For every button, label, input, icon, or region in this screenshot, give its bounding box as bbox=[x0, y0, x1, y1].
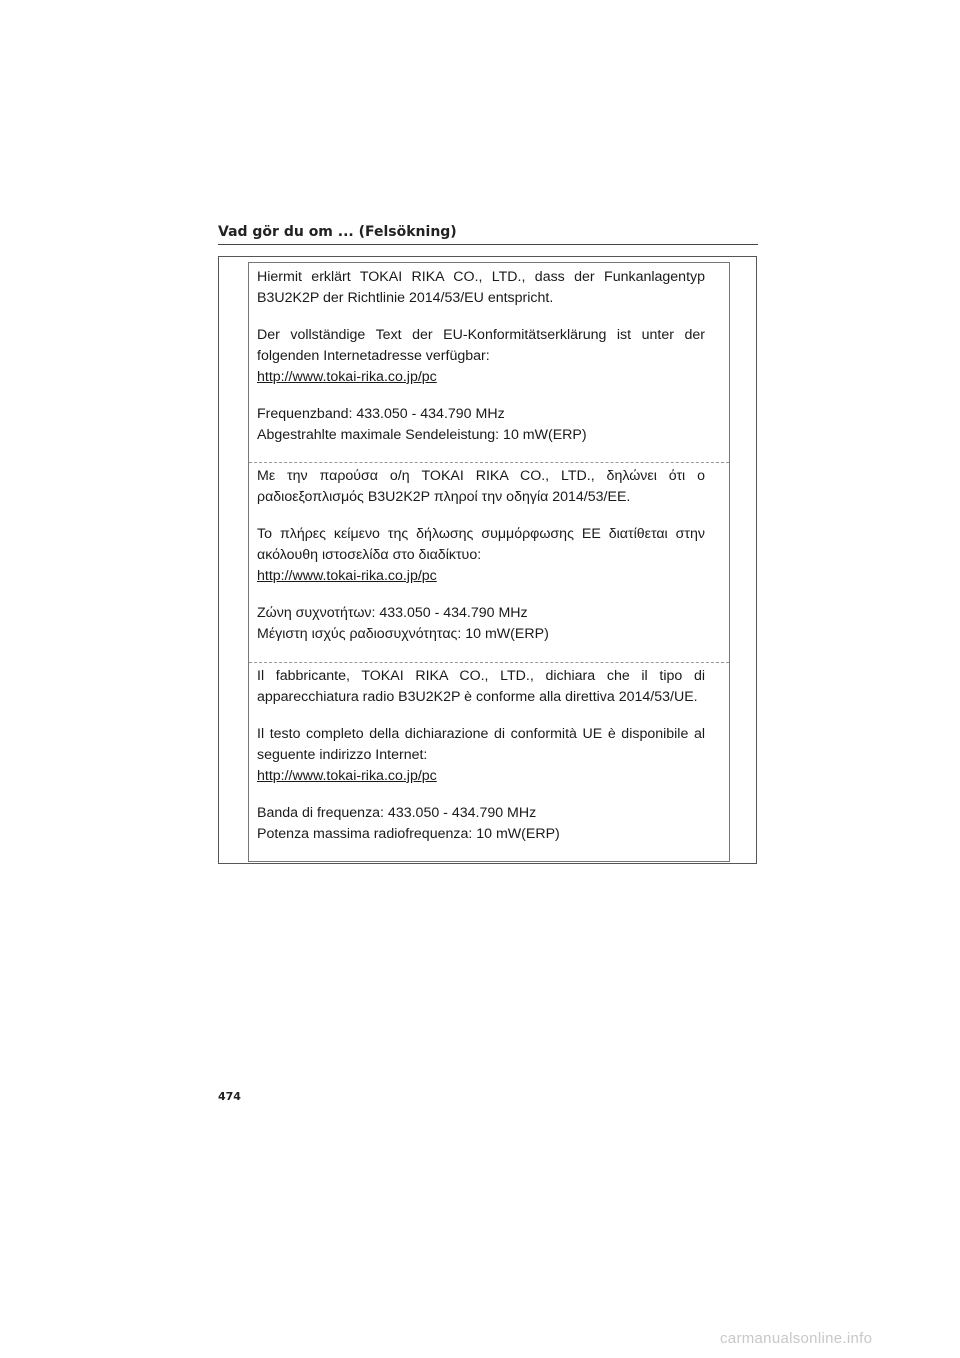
declaration-section-german bbox=[249, 263, 729, 462]
conformity-url-link[interactable]: http://www.tokai-rika.co.jp/pc bbox=[257, 568, 437, 584]
declaration-line: apparecchiatura radio B3U2K2P è conforme alla direttiva 2014/53/UE. bbox=[257, 689, 698, 705]
declaration-paragraph bbox=[257, 466, 705, 508]
declaration-line: Il fabbricante, TOKAI RIKA CO., LTD., dichiara che il tipo di bbox=[257, 668, 705, 684]
fulltext-paragraph bbox=[257, 524, 705, 587]
page-number: 474 bbox=[218, 1090, 241, 1103]
declaration-line: Με την παρούσα ο/η TOKAI RIKA CO., LTD., δηλώνει ότι ο bbox=[257, 468, 705, 484]
declaration-line: ραδιοεξοπλισμός B3U2K2P πληροί την οδηγία 2014/53/ΕΕ. bbox=[257, 489, 631, 505]
frequency-band: Banda di frequenza: 433.050 - 434.790 MHz bbox=[257, 805, 537, 821]
declaration-section-greek bbox=[249, 462, 729, 662]
declaration-section-italian bbox=[249, 662, 729, 861]
page-header-title: Vad gör du om ... (Felsökning) bbox=[218, 224, 457, 240]
specs-paragraph bbox=[257, 803, 705, 845]
conformity-url-link[interactable]: http://www.tokai-rika.co.jp/pc bbox=[257, 369, 437, 385]
watermark-text: carmanualsonline.info bbox=[720, 1330, 873, 1347]
max-power: Μέγιστη ισχύς ραδιοσυχνότητας: 10 mW(ERP) bbox=[257, 626, 549, 642]
fulltext-line: folgenden Internetadresse verfügbar: bbox=[257, 348, 490, 364]
max-power: Potenza massima radiofrequenza: 10 mW(ERP) bbox=[257, 826, 560, 842]
declaration-line: Hiermit erklärt TOKAI RIKA CO., LTD., dass der Funkanlagentyp bbox=[257, 269, 705, 285]
declaration-line: B3U2K2P der Richtlinie 2014/53/EU entspricht. bbox=[257, 290, 554, 306]
fulltext-line: Der vollständige Text der EU-Konformitätserklärung ist unter der bbox=[257, 327, 705, 343]
declaration-box bbox=[248, 262, 730, 862]
fulltext-line: seguente indirizzo Internet: bbox=[257, 747, 428, 763]
header-divider bbox=[218, 244, 758, 245]
max-power: Abgestrahlte maximale Sendeleistung: 10 mW(ERP) bbox=[257, 427, 587, 443]
declaration-paragraph bbox=[257, 666, 705, 708]
conformity-url-link[interactable]: http://www.tokai-rika.co.jp/pc bbox=[257, 768, 437, 784]
fulltext-line: ακόλουθη ιστοσελίδα στο διαδίκτυο: bbox=[257, 547, 482, 563]
frequency-band: Frequenzband: 433.050 - 434.790 MHz bbox=[257, 406, 505, 422]
specs-paragraph bbox=[257, 603, 705, 645]
frequency-band: Ζώνη συχνοτήτων: 433.050 - 434.790 MHz bbox=[257, 605, 528, 621]
declaration-paragraph bbox=[257, 267, 705, 309]
specs-paragraph bbox=[257, 404, 705, 446]
fulltext-paragraph bbox=[257, 724, 705, 787]
fulltext-line: Il testo completo della dichiarazione di conformità UE è disponibile al bbox=[257, 726, 705, 742]
fulltext-line: Το πλήρες κείμενο της δήλωσης συμμόρφωσης ΕΕ διατίθεται στην bbox=[257, 526, 705, 542]
fulltext-paragraph bbox=[257, 325, 705, 388]
